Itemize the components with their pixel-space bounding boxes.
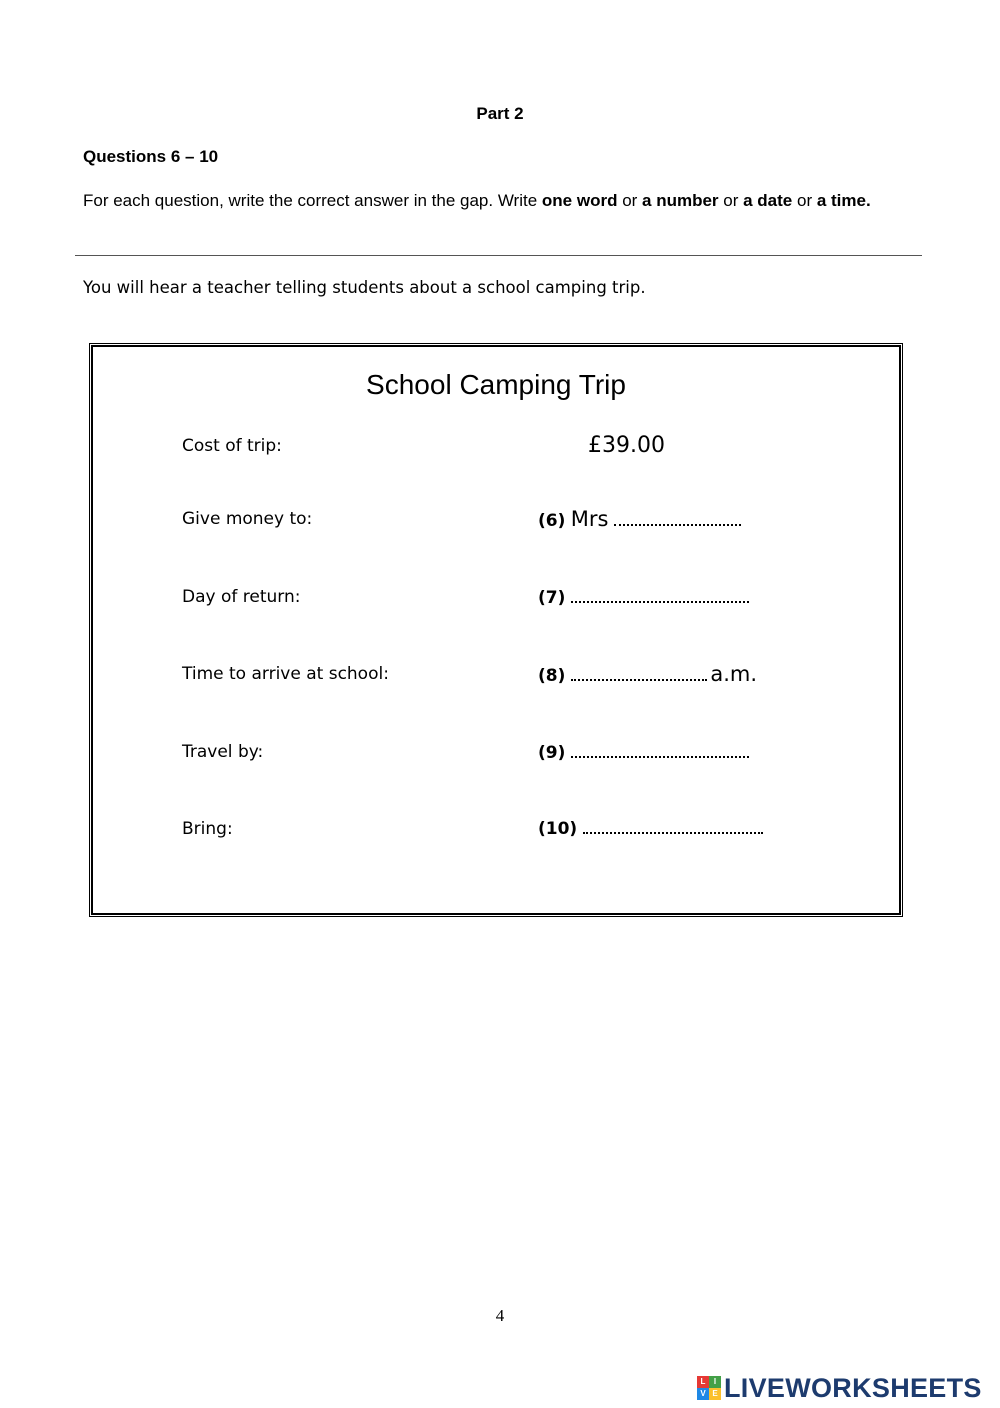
answer-gap-8[interactable]	[571, 665, 707, 681]
answer-gap-9[interactable]	[571, 742, 749, 758]
row-label-travel-by: Travel by:	[182, 742, 264, 762]
row-label-day-of-return: Day of return:	[182, 587, 301, 607]
instructions-text: or	[718, 191, 744, 210]
instructions-text: or	[792, 191, 817, 210]
brand-text: LIVEWORKSHEETS	[724, 1372, 982, 1403]
answer-gap-10[interactable]	[583, 818, 763, 834]
question-number-10: (10)	[538, 819, 578, 839]
answer-gap-7[interactable]	[571, 587, 749, 603]
logo-letter: E	[709, 1388, 721, 1400]
logo-letter: I	[709, 1376, 721, 1388]
row-answer-7	[538, 587, 749, 608]
cost-value: £39.00	[588, 433, 665, 458]
row-answer-9	[538, 742, 749, 763]
form-title: School Camping Trip	[366, 369, 626, 400]
question-number-8: (8)	[538, 666, 566, 686]
divider	[75, 255, 922, 256]
question-number-6: (6)	[538, 511, 566, 531]
camping-trip-form	[91, 345, 901, 915]
liveworksheets-logo-icon	[697, 1376, 721, 1400]
answer-prefix-mrs: Mrs	[570, 507, 609, 531]
answer-gap-6[interactable]	[614, 510, 741, 526]
row-answer-6	[538, 507, 741, 531]
page-number: 4	[495, 1306, 505, 1325]
row-answer-8	[538, 662, 757, 686]
logo-letter: V	[697, 1388, 709, 1400]
row-answer-10	[538, 818, 763, 839]
liveworksheets-brand	[697, 1372, 982, 1404]
instructions-text: For each question, write the correct answer in the gap. Write	[83, 191, 542, 210]
questions-heading: Questions 6 – 10	[83, 147, 219, 166]
row-label-give-money: Give money to:	[182, 509, 313, 529]
question-number-7: (7)	[538, 588, 566, 608]
row-label-bring: Bring:	[182, 819, 233, 839]
instructions-bold-a-number: a number	[642, 191, 719, 210]
row-label-time-to-arrive: Time to arrive at school:	[182, 664, 389, 684]
intro-text: You will hear a teacher telling students about a school camping trip.	[83, 278, 646, 297]
part-title: Part 2	[476, 104, 524, 123]
logo-letter: L	[697, 1376, 709, 1388]
instructions	[83, 190, 913, 211]
question-number-9: (9)	[538, 743, 566, 763]
instructions-bold-a-time: a time.	[816, 191, 871, 210]
row-answer-cost	[538, 433, 665, 458]
answer-suffix-am: a.m.	[710, 662, 758, 686]
instructions-bold-a-date: a date	[743, 191, 793, 210]
instructions-bold-one-word: one word	[541, 191, 618, 210]
row-label-cost: Cost of trip:	[182, 436, 282, 456]
instructions-text: or	[617, 191, 643, 210]
